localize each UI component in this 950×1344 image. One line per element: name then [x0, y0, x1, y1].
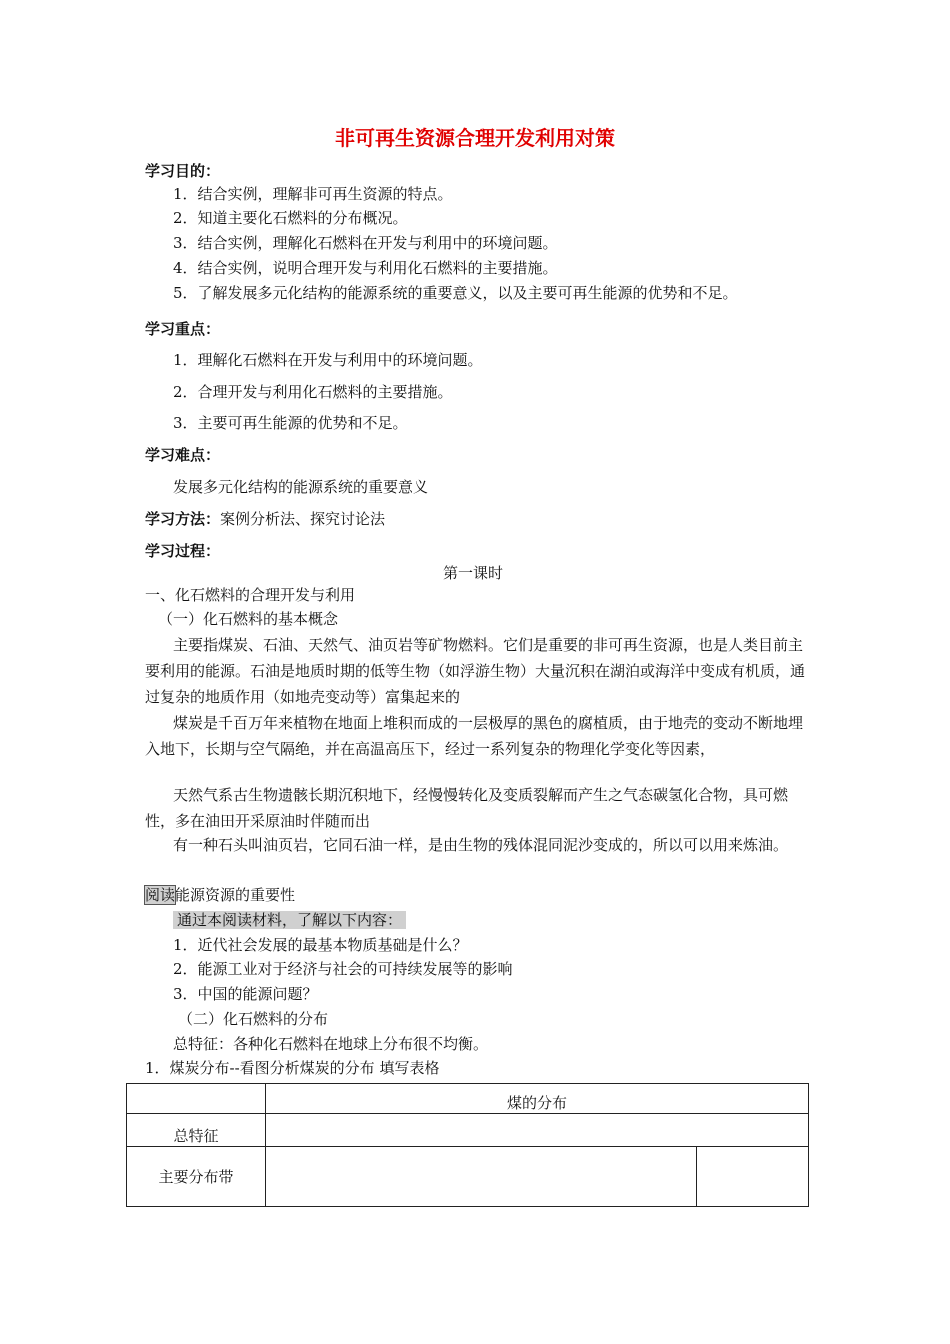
paragraph: 主要指煤炭、石油、天然气、油页岩等矿物燃料。它们是重要的非可再生资源，也是人类目前主要利用的能源。石油是地质时期的低等生物（如浮游生物）大量沉积在湖泊或海洋中变成有机质，通过复杂的地质作用（如地壳变动等）富集起来的	[145, 636, 806, 706]
objective-item: 5．了解发展多元化结构的能源系统的重要意义，以及主要可再生能源的优势和不足。	[173, 284, 738, 302]
table-label-cell	[127, 1114, 266, 1147]
subsection-heading: （二）化石燃料的分布	[178, 1010, 329, 1028]
key-point-item: 3．主要可再生能源的优势和不足。	[173, 414, 408, 432]
lesson-label: 第一课时	[443, 564, 504, 582]
table-input-cell[interactable]	[266, 1147, 697, 1207]
key-point-item: 1．理解化石燃料在开发与利用中的环境问题。	[173, 351, 483, 369]
row-label: 主要分布带	[158, 1168, 234, 1186]
key-point-item: 2．合理开发与利用化石燃料的主要措施。	[173, 383, 453, 401]
paragraph: 煤炭是千百万年来植物在地面上堆积而成的一层极厚的黑色的腐植质，由于地壳的变动不断地埋入地下，长期与空气隔绝，并在高温高压下，经过一系列复杂的物理化学变化等因素，	[145, 714, 804, 758]
reading-title: 能源资源的重要性	[175, 886, 296, 904]
document-title: 非可再生资源合理开发利用对策	[335, 126, 615, 150]
reading-intro: 通过本阅读材料，了解以下内容：	[173, 911, 406, 929]
reading-tag: 阅读	[145, 886, 176, 904]
table-row	[127, 1147, 809, 1207]
method-line	[145, 508, 385, 530]
reading-item: 3．中国的能源问题？	[173, 985, 318, 1003]
process-heading: 学习过程：	[145, 542, 221, 560]
table-row	[127, 1114, 809, 1147]
table-header-cell	[266, 1084, 809, 1114]
table-row	[127, 1084, 809, 1114]
paragraph: 天然气系古生物遗骸长期沉积地下，经慢慢转化及变质裂解而产生之气态碳氢化合物，具可燃性，多在油田开采原油时伴随而出	[145, 786, 789, 830]
objective-item: 3．结合实例，理解化石燃料在开发与利用中的环境问题。	[173, 234, 558, 252]
reading-intro-line	[173, 909, 406, 931]
table-input-cell[interactable]	[266, 1114, 809, 1147]
table-input-cell[interactable]	[697, 1147, 809, 1207]
subsection-heading: （一）化石燃料的基本概念	[158, 610, 339, 628]
reading-heading	[145, 884, 295, 906]
coal-distribution-table	[126, 1083, 809, 1207]
section-heading: 一、化石燃料的合理开发与利用	[145, 586, 356, 604]
table-cell-empty	[127, 1084, 266, 1114]
objective-item: 2．知道主要化石燃料的分布概况。	[173, 209, 408, 227]
table-label-cell	[127, 1147, 266, 1207]
method-heading: 学习方法：	[145, 510, 221, 528]
overall-feature: 总特征：各种化石燃料在地球上分布很不均衡。	[173, 1035, 489, 1053]
reading-item: 2．能源工业对于经济与社会的可持续发展等的影响	[173, 960, 513, 978]
difficulty-text: 发展多元化结构的能源系统的重要意义	[173, 478, 429, 496]
row-label: 总特征	[173, 1127, 219, 1145]
objective-item: 1．结合实例，理解非可再生资源的特点。	[173, 185, 453, 203]
difficulty-heading: 学习难点：	[145, 446, 221, 464]
table-header: 煤的分布	[506, 1094, 567, 1112]
key-points-heading: 学习重点：	[145, 320, 221, 338]
objectives-heading: 学习目的：	[145, 162, 221, 180]
method-text: 案例分析法、探究讨论法	[220, 510, 386, 528]
reading-item: 1．近代社会发展的最基本物质基础是什么？	[173, 936, 468, 954]
paragraph: 有一种石头叫油页岩，它同石油一样，是由生物的残体混同泥沙变成的，所以可以用来炼油。	[173, 836, 789, 854]
coal-item: 1．煤炭分布--看图分析煤炭的分布 填写表格	[145, 1059, 440, 1077]
objective-item: 4．结合实例，说明合理开发与利用化石燃料的主要措施。	[173, 259, 558, 277]
